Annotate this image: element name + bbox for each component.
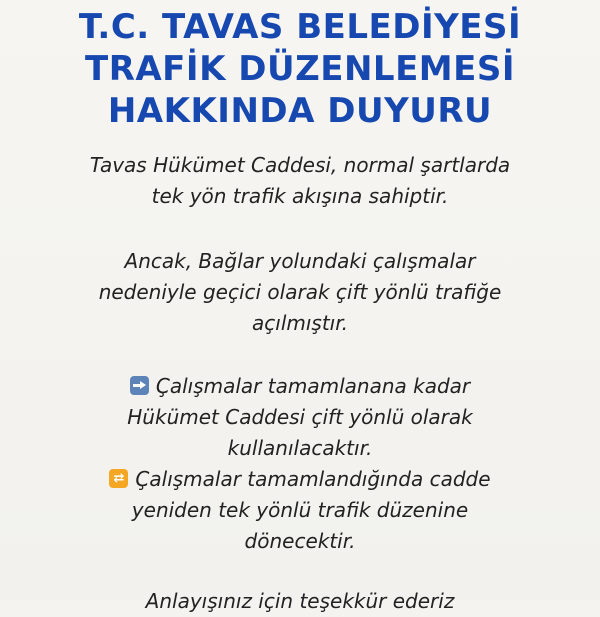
cutoff-text (0, 586, 600, 617)
bullet2-line-3: dönecektir. (244, 529, 356, 553)
bullet1-text-1: Çalışmalar tamamlanana kadar (155, 374, 471, 398)
paragraph2-line-2: nedeniyle geçici olarak çift yönlü trafiğe (98, 280, 502, 304)
bullet-list (0, 371, 600, 557)
bullet1-line-1 (0, 371, 600, 402)
paragraph1-line-1: Tavas Hükümet Caddesi, normal şartlarda (89, 153, 511, 177)
paragraph1-line-2: tek yön trafik akışına sahiptir. (151, 184, 449, 208)
title-line-2: TRAFİK DÜZENLEMESİ (85, 49, 515, 89)
paragraph-normal-traffic (0, 150, 600, 212)
title-line-1: T.C. TAVAS BELEDİYESİ (78, 7, 522, 47)
bullet1-line-3: kullanılacaktır. (227, 436, 373, 460)
bullet2-text-1: Çalışmalar tamamlandığında cadde (135, 467, 491, 491)
paragraph2-line-1: Ancak, Bağlar yolundaki çalışmalar (124, 249, 476, 273)
bullet1-line-2: Hükümet Caddesi çift yönlü olarak (127, 405, 473, 429)
repeat-arrows-icon (109, 469, 128, 488)
bullet2-line-2: yeniden tek yönlü trafik düzenine (131, 498, 469, 522)
right-arrow-icon (130, 376, 149, 395)
bullet2-line-1 (0, 464, 600, 495)
paragraph-temporary-change (0, 246, 600, 339)
title-line-3: HAKKINDA DUYURU (107, 91, 493, 131)
announcement-title (0, 6, 600, 132)
cutoff-line: Anlayışınız için teşekkür ederiz (145, 589, 455, 613)
paragraph2-line-3: açılmıştır. (252, 311, 348, 335)
